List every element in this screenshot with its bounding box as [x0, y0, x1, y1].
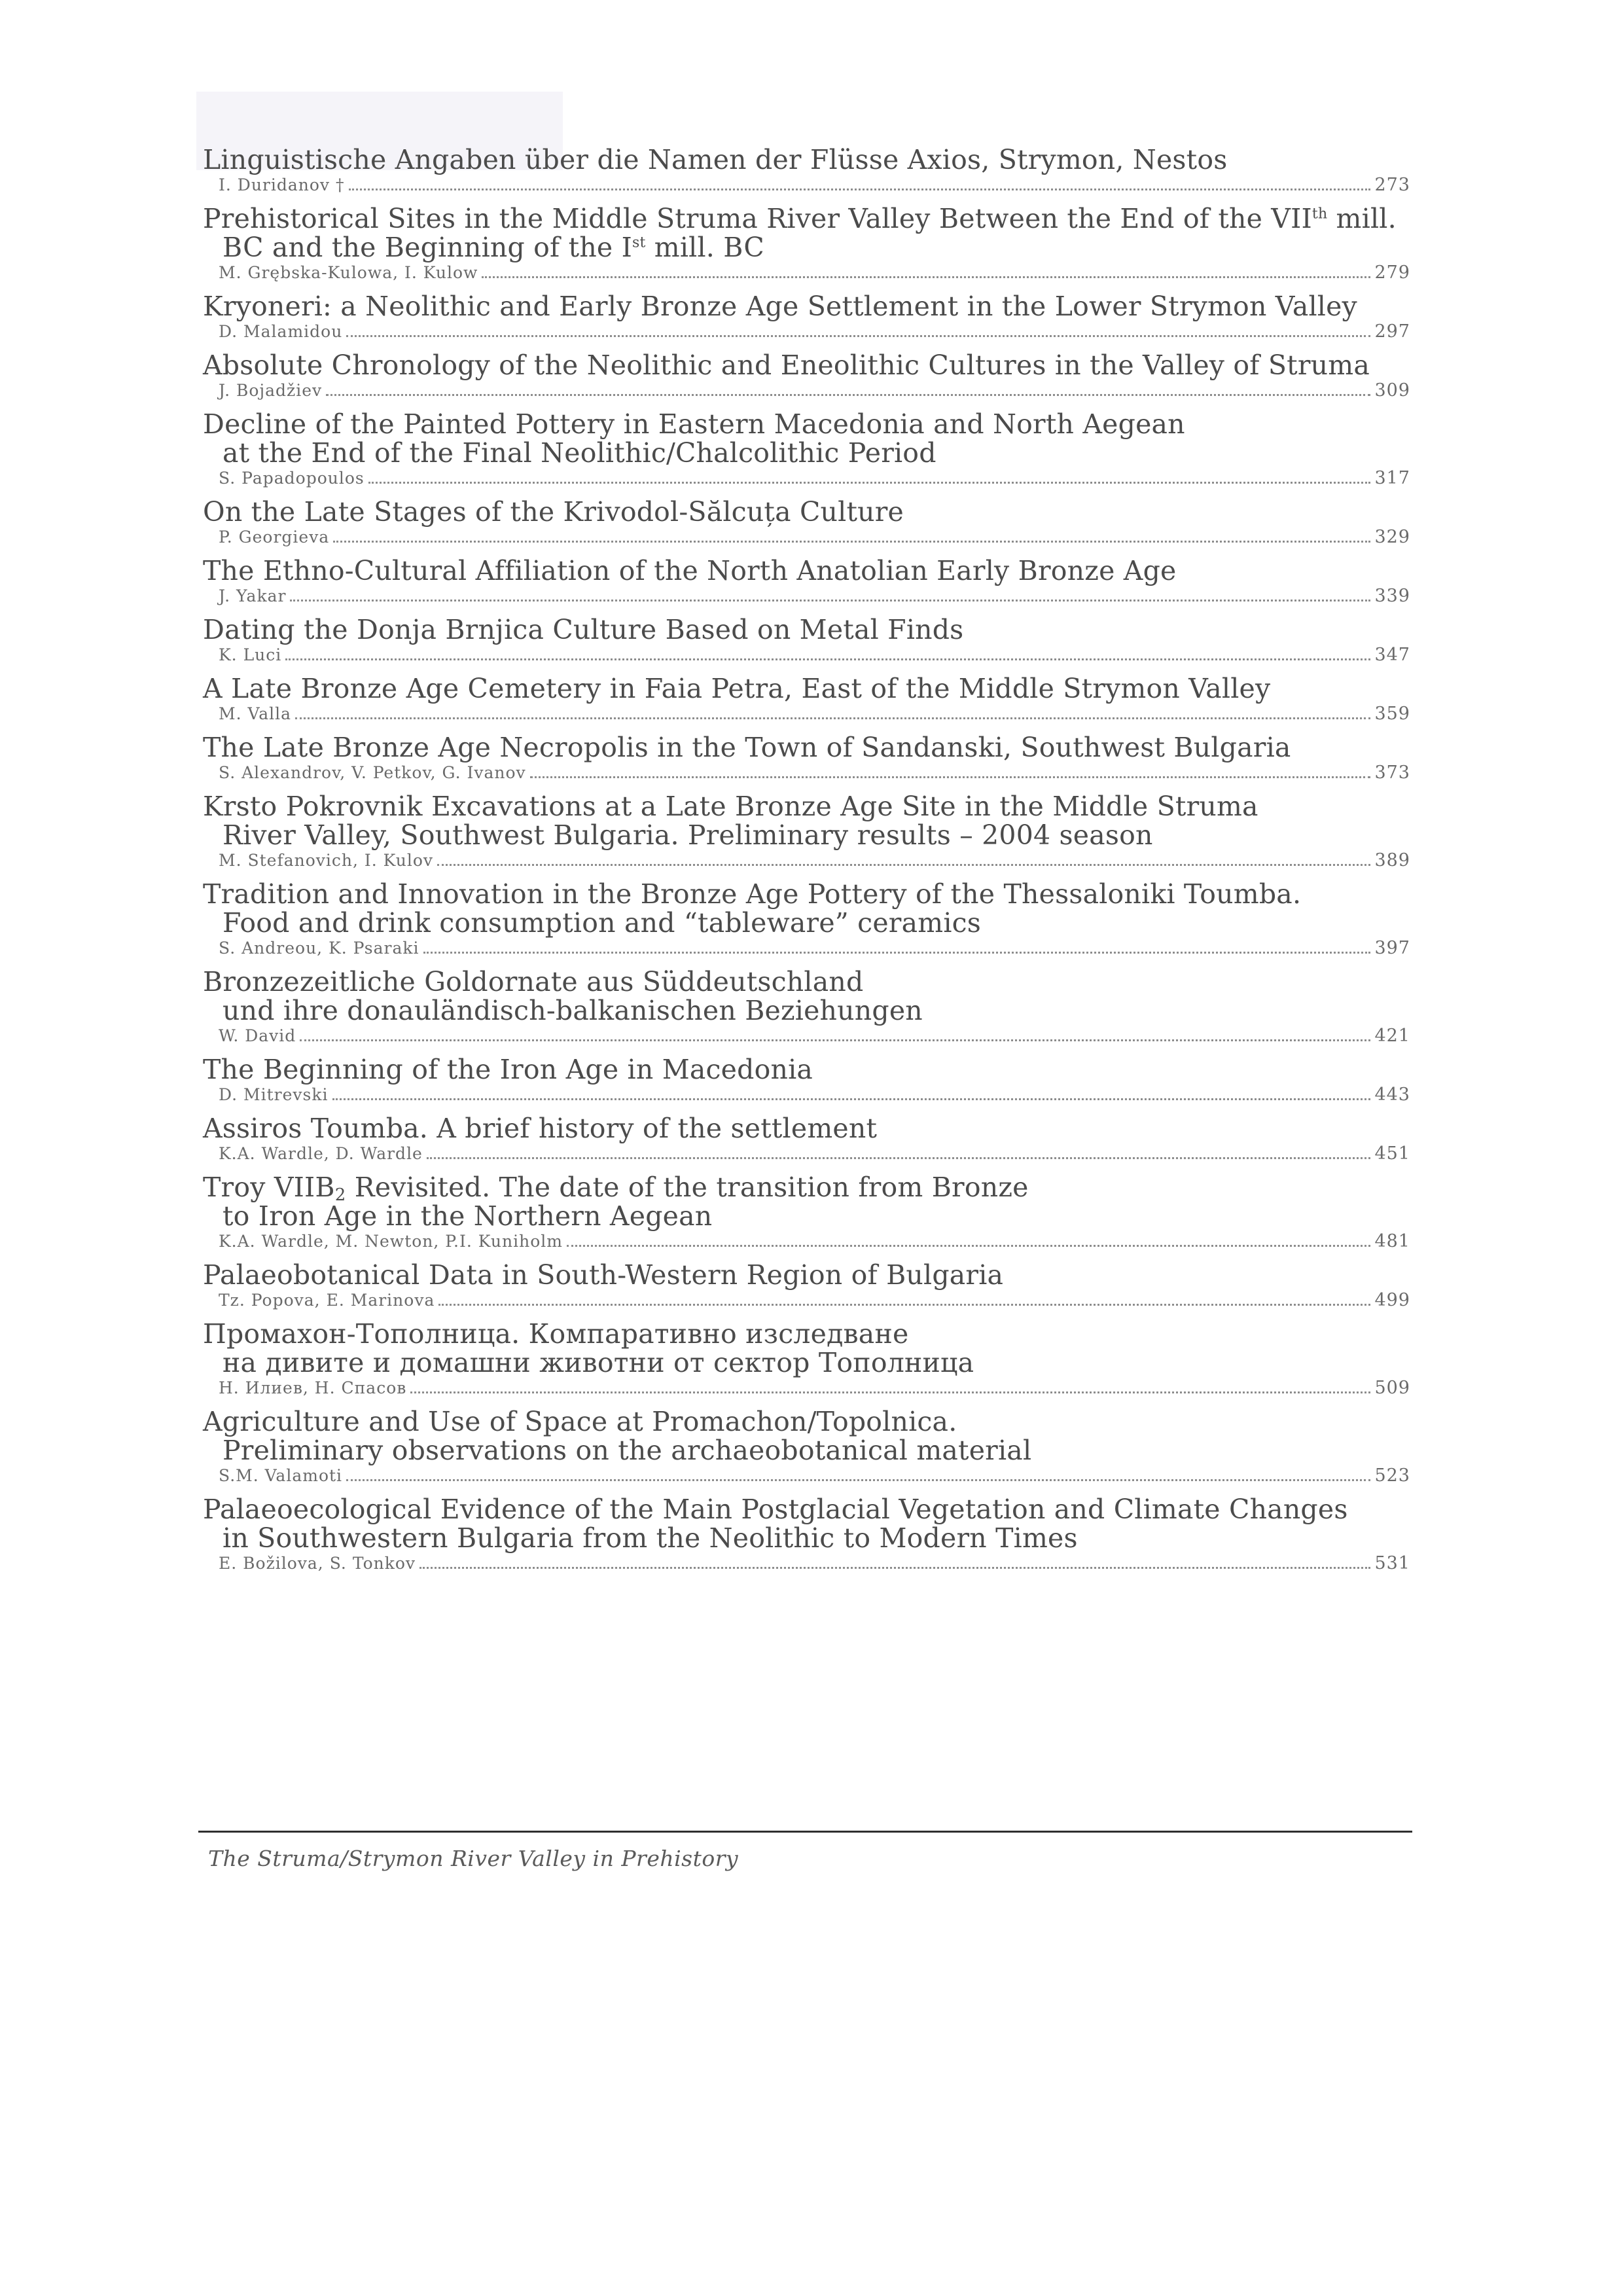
toc-entry	[203, 1055, 1410, 1105]
entry-author: S. Alexandrov, V. Petkov, G. Ivanov	[219, 763, 526, 782]
entry-title[interactable]: Palaeobotanical Data in South-Western Region of Bulgaria	[203, 1259, 1004, 1291]
entry-author: S.M. Valamoti	[219, 1466, 343, 1485]
entry-author-line	[203, 1554, 1410, 1573]
toc-entry	[203, 1114, 1410, 1164]
entry-author-line	[203, 586, 1410, 606]
entry-title[interactable]: Decline of the Painted Pottery in Eastern Macedonia and North Aegean at the End of the Final Neolithic/Chalcolithic Period	[203, 408, 1185, 469]
dot-leader	[438, 1304, 1370, 1306]
entry-page-number: 499	[1374, 1290, 1410, 1310]
entry-page-number: 481	[1374, 1231, 1410, 1251]
toc-entry	[203, 1495, 1410, 1573]
entry-author-line	[203, 763, 1410, 783]
entry-author: D. Mitrevski	[219, 1085, 329, 1104]
entry-author-line	[203, 528, 1410, 547]
entry-author-line	[203, 645, 1410, 665]
entry-author: S. Andreou, K. Psaraki	[219, 939, 419, 958]
toc-entry	[203, 204, 1410, 283]
entry-author: D. Malamidou	[219, 322, 343, 341]
entry-author-line	[203, 322, 1410, 342]
entry-title[interactable]: The Beginning of the Iron Age in Macedonia	[203, 1054, 813, 1085]
entry-author: K.A. Wardle, M. Newton, P.I. Kuniholm	[219, 1232, 563, 1251]
entry-page-number: 389	[1374, 850, 1410, 870]
toc-entry	[203, 497, 1410, 547]
entry-author-line	[203, 469, 1410, 488]
entry-page-number: 347	[1374, 645, 1410, 665]
toc-entry	[203, 292, 1410, 342]
dot-leader	[368, 482, 1371, 484]
entry-author: K.A. Wardle, D. Wardle	[219, 1144, 423, 1163]
entry-author: M. Stefanovich, I. Kulov	[219, 851, 434, 870]
dot-leader	[300, 1039, 1370, 1041]
entry-title[interactable]: Troy $VIIB_2$ Revisited. The date of the transition from Bronze to Iron Age in the Northern Aegean	[203, 1172, 1029, 1232]
entry-author: J. Bojadžiev	[219, 381, 323, 400]
entry-author: K. Luci	[219, 645, 282, 664]
dot-leader	[567, 1245, 1371, 1247]
dot-leader	[419, 1567, 1370, 1569]
entry-page-number: 373	[1374, 762, 1410, 783]
dot-leader	[332, 1098, 1371, 1100]
toc-entry	[203, 880, 1410, 958]
entry-page-number: 309	[1374, 380, 1410, 401]
entry-title[interactable]: Krsto Pokrovnik Excavations at a Late Bronze Age Site in the Middle Struma River Valley, Southwest Bulgaria. Preliminary results – 2004 season	[203, 791, 1258, 851]
entry-title[interactable]: On the Late Stages of the Krivodol-Sălcuța Culture	[203, 496, 904, 528]
entry-page-number: 397	[1374, 938, 1410, 958]
dot-leader	[346, 1479, 1370, 1481]
entry-author-line	[203, 1085, 1410, 1105]
entry-title[interactable]: Tradition and Innovation in the Bronze Age Pottery of the Thessaloniki Toumba. Food and drink consumption and “tableware” ceramics	[203, 878, 1302, 939]
entry-page-number: 523	[1374, 1465, 1410, 1486]
entry-author: Tz. Popova, E. Marinova	[219, 1291, 435, 1310]
toc-entry	[203, 674, 1410, 724]
dot-leader	[423, 952, 1371, 954]
entry-author-line	[203, 1144, 1410, 1164]
toc-entry	[203, 967, 1410, 1046]
toc-entry	[203, 733, 1410, 783]
dot-leader	[427, 1157, 1371, 1159]
entry-author-line	[203, 704, 1410, 724]
toc-entry	[203, 615, 1410, 665]
entry-title[interactable]: Kryoneri: a Neolithic and Early Bronze Age Settlement in the Lower Strymon Valley	[203, 291, 1357, 322]
entry-page-number: 297	[1374, 321, 1410, 342]
table-of-contents	[203, 145, 1410, 1583]
footer-rule	[198, 1831, 1412, 1833]
toc-entry	[203, 1407, 1410, 1486]
entry-title[interactable]: Assiros Toumba. A brief history of the settlement	[203, 1113, 878, 1144]
entry-title[interactable]: Linguistische Angaben über die Namen der Flüsse Axios, Strymon, Nestos	[203, 144, 1228, 175]
running-footer: The Struma/Strymon River Valley in Prehistory	[208, 1846, 739, 1871]
toc-entry	[203, 1319, 1410, 1398]
entry-title[interactable]: The Ethno-Cultural Affiliation of the North Anatolian Early Bronze Age	[203, 555, 1177, 586]
dot-leader	[290, 600, 1370, 601]
entry-author: P. Georgieva	[219, 528, 330, 547]
toc-entry	[203, 410, 1410, 488]
entry-title[interactable]: Dating the Donja Brnjica Culture Based on Metal Finds	[203, 614, 964, 645]
entry-author-line	[203, 1291, 1410, 1310]
entry-author: I. Duridanov †	[219, 175, 345, 194]
dot-leader	[482, 276, 1370, 278]
toc-entry	[203, 145, 1410, 195]
dot-leader	[295, 717, 1370, 719]
entry-title[interactable]: A Late Bronze Age Cemetery in Faia Petra, East of the Middle Strymon Valley	[203, 673, 1271, 704]
toc-entry	[203, 1173, 1410, 1251]
entry-title[interactable]: Bronzezeitliche Goldornate aus Süddeutschland und ihre donauländisch-balkanischen Beziehungen	[203, 966, 923, 1026]
entry-author-line	[203, 1378, 1410, 1398]
entry-author-line	[203, 1026, 1410, 1046]
dot-leader	[410, 1391, 1370, 1393]
entry-author: J. Yakar	[219, 586, 287, 605]
entry-page-number: 359	[1374, 704, 1410, 724]
entry-author: E. Božilova, S. Tonkov	[219, 1554, 416, 1573]
dot-leader	[333, 541, 1370, 543]
entry-page-number: 279	[1374, 262, 1410, 283]
toc-entry	[203, 556, 1410, 606]
entry-page-number: 451	[1374, 1143, 1410, 1164]
entry-author-line	[203, 1232, 1410, 1251]
entry-author: M. Valla	[219, 704, 292, 723]
entry-author-line	[203, 175, 1410, 195]
entry-title[interactable]: Agriculture and Use of Space at Promachon/Topolnica. Preliminary observations on the archaeobotanical material	[203, 1406, 1032, 1466]
entry-author-line	[203, 263, 1410, 283]
entry-title[interactable]: The Late Bronze Age Necropolis in the Town of Sandanski, Southwest Bulgaria	[203, 732, 1291, 763]
dot-leader	[437, 864, 1370, 866]
entry-title[interactable]: Absolute Chronology of the Neolithic and Eneolithic Cultures in the Valley of Struma	[203, 350, 1370, 381]
entry-page-number: 317	[1374, 468, 1410, 488]
entry-page-number: 339	[1374, 586, 1410, 606]
entry-author-line	[203, 851, 1410, 870]
dot-leader	[285, 658, 1370, 660]
dot-leader	[346, 335, 1370, 337]
toc-entry	[203, 351, 1410, 401]
toc-entry	[203, 1261, 1410, 1310]
entry-page-number: 273	[1374, 175, 1410, 195]
entry-page-number: 509	[1374, 1378, 1410, 1398]
entry-page-number: 531	[1374, 1553, 1410, 1573]
dot-leader	[326, 394, 1370, 396]
entry-author: W. David	[219, 1026, 296, 1045]
entry-title[interactable]: Palaeoecological Evidence of the Main Postglacial Vegetation and Climate Changes in Southwestern Bulgaria from the Neolithic to Modern Times	[203, 1494, 1348, 1554]
entry-author-line	[203, 939, 1410, 958]
entry-author: Н. Илиев, Н. Спасов	[219, 1378, 407, 1397]
dot-leader	[530, 776, 1371, 778]
entry-author-line	[203, 1466, 1410, 1486]
entry-page-number: 329	[1374, 527, 1410, 547]
entry-author-line	[203, 381, 1410, 401]
toc-entry	[203, 792, 1410, 870]
entry-title[interactable]: Prehistorical Sites in the Middle Struma River Valley Between the End of the VIIth mill. BC and the Beginning of the Ist mill. BC	[203, 203, 1397, 263]
entry-page-number: 421	[1374, 1026, 1410, 1046]
entry-page-number: 443	[1374, 1085, 1410, 1105]
dot-leader	[349, 188, 1371, 190]
entry-author: S. Papadopoulos	[219, 469, 365, 488]
entry-author: M. Grębska-Kulowa, I. Kulow	[219, 263, 478, 282]
entry-title[interactable]: Промахон-Тополница. Компаративно изследване на дивите и домашни животни от сектор Тополница	[203, 1318, 974, 1378]
